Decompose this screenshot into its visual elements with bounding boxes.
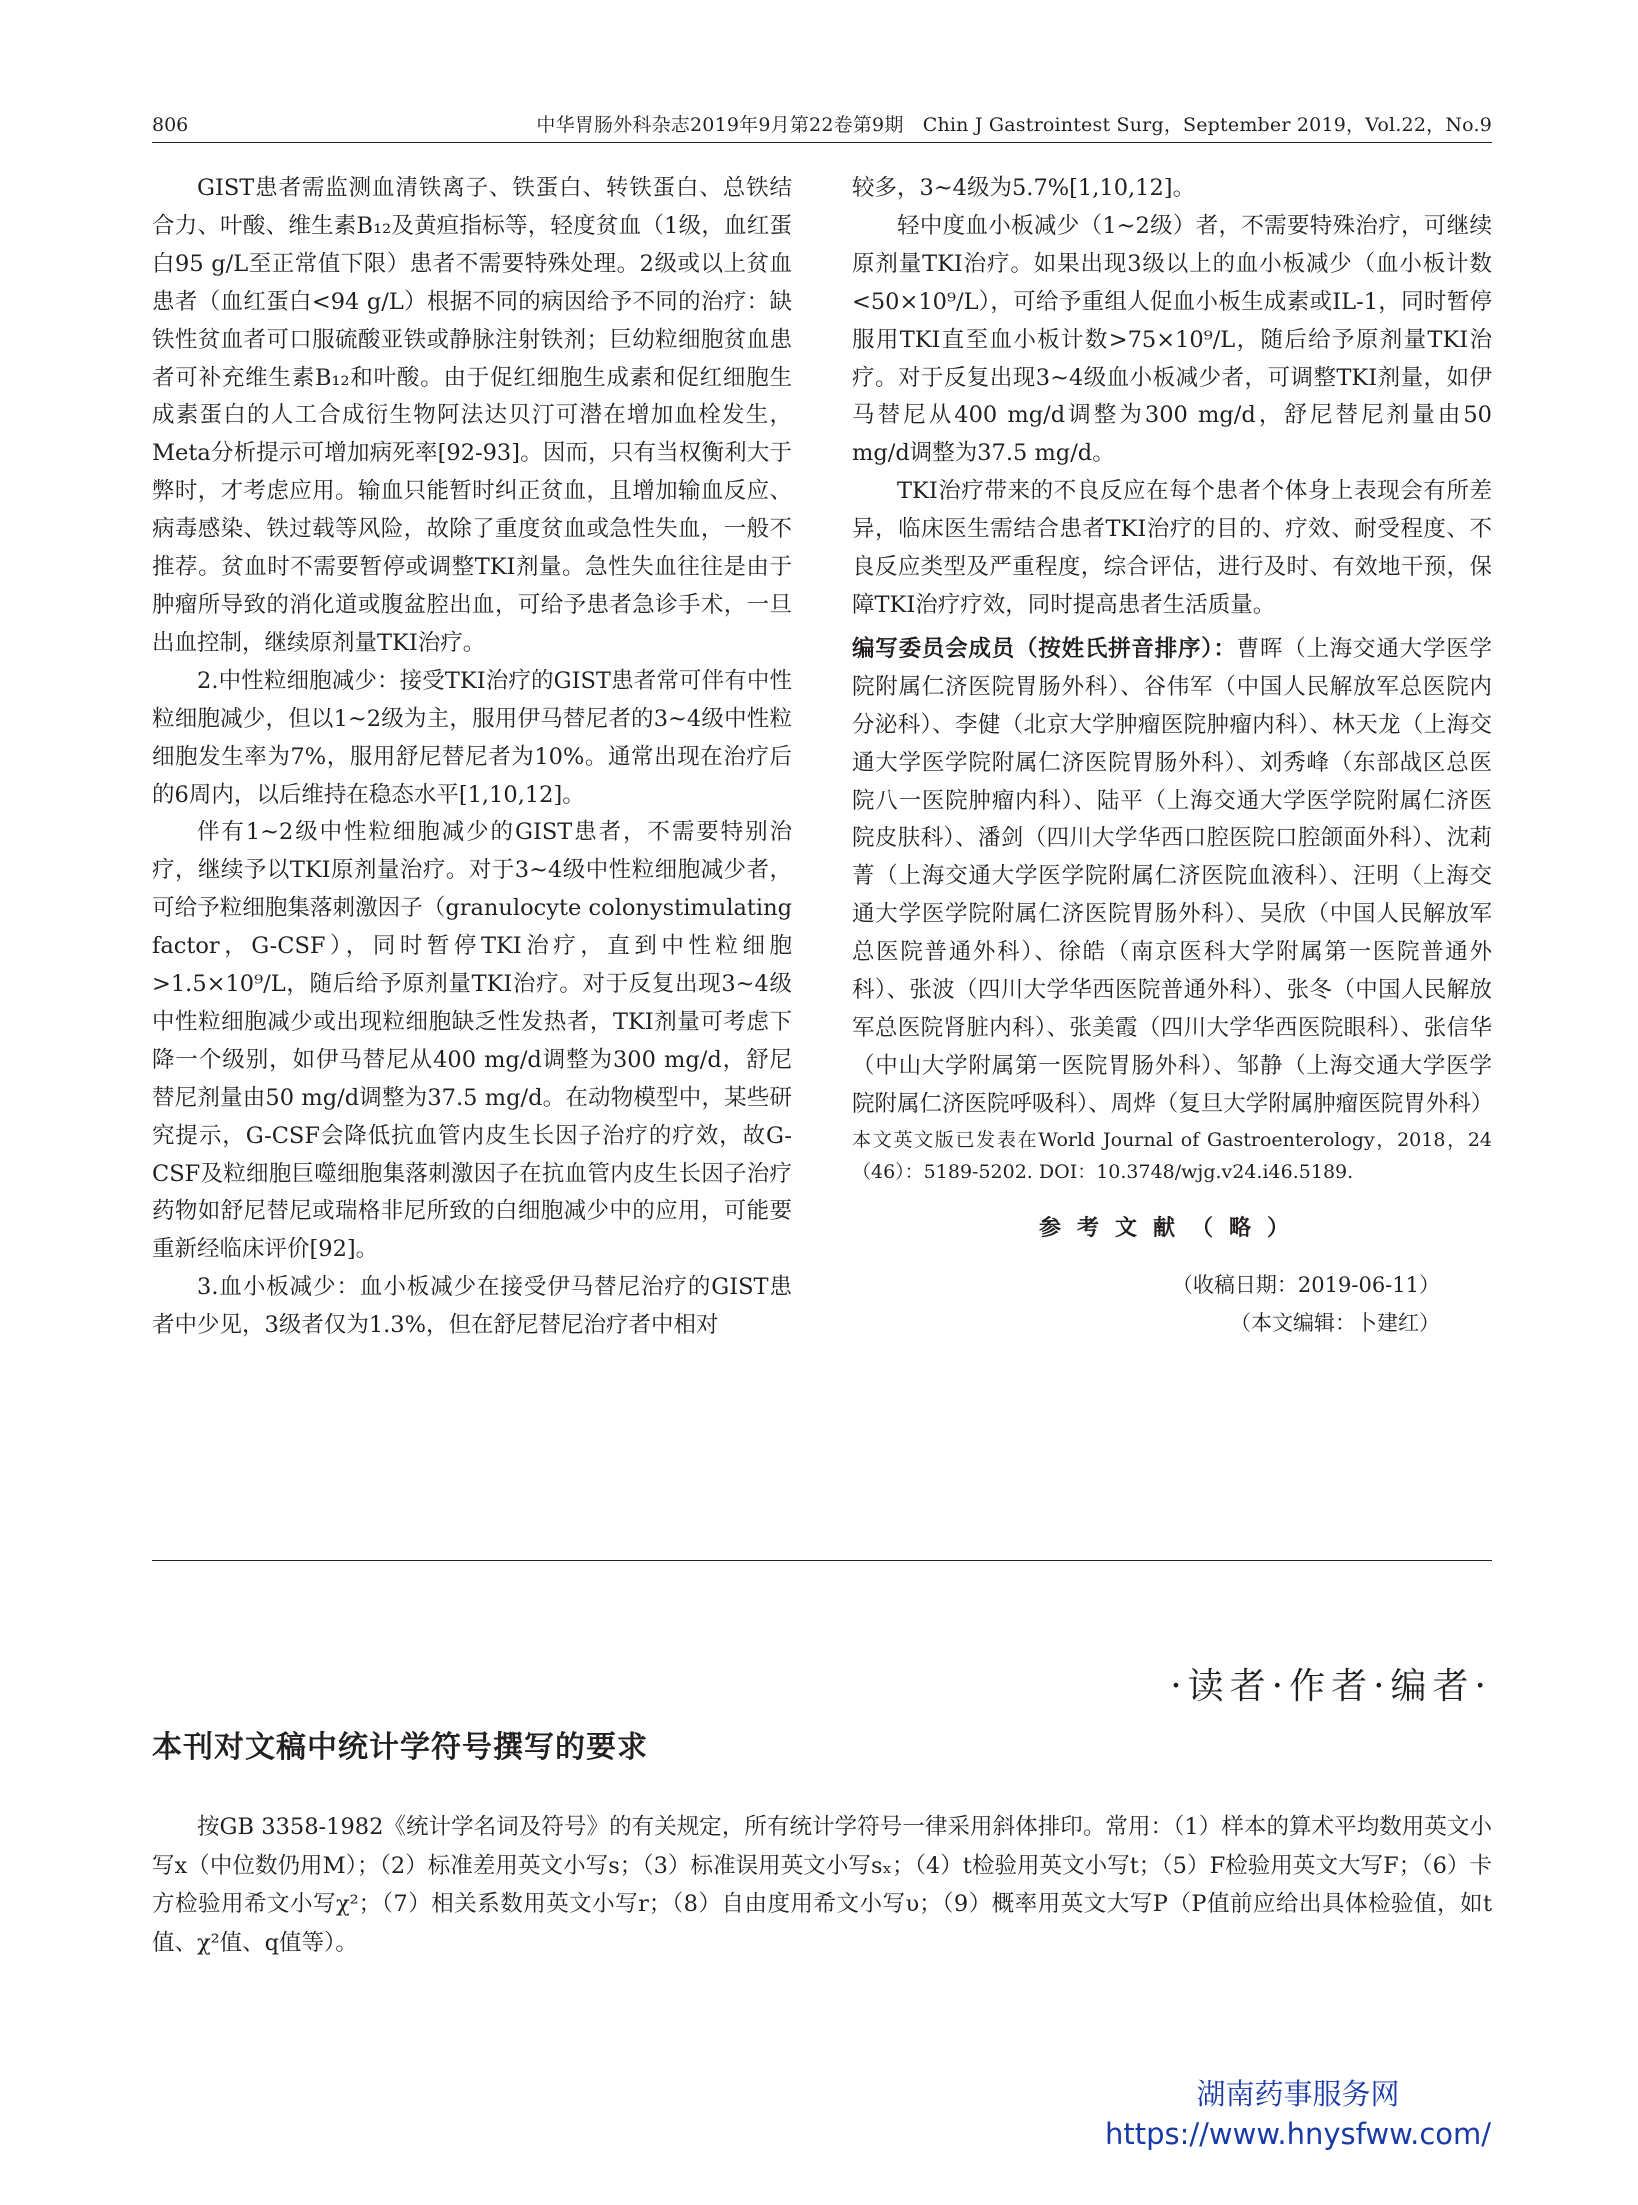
paragraph-summary: TKI治疗带来的不良反应在每个患者个体身上表现会有所差异，临床医生需结合患者TKI治疗的目的、疗效、耐受程度、不良反应类型及严重程度，综合评估，进行及时、有效地干预，保障TKI治疗疗效，同时提高患者生活质量。 [852, 478, 1492, 618]
committee-list: 曹晖（上海交通大学医学院附属仁济医院胃肠外科）、谷伟军（中国人民解放军总医院内分泌科）、李健（北京大学肿瘤医院肿瘤内科）、林天龙（上海交通大学医学院附属仁济医院胃肠外科）、刘秀峰（东部战区总医院八一医院肿瘤内科）、陆平（上海交通大学医学院附属仁济医院皮肤科）、潘剑（四川大学华西口腔医院口腔颌面外科）、沈莉菁（上海交通大学医学院附属仁济医院血液科）、汪明（上海交通大学医学院附属仁济医院胃肠外科）、吴欣（中国人民解放军总医院普通外科）、徐皓（南京医科大学附属第一医院普通外科）、张波（四川大学华西医院普通外科）、张冬（中国人民解放军总医院肾脏内科）、张美霞（四川大学华西医院眼科）、张信华（中山大学附属第一医院胃肠外科）、邹静（上海交通大学医学院附属仁济医院呼吸科）、周烨（复旦大学附属肿瘤医院胃外科） [852, 635, 1494, 1117]
references-label: 参考文献（略） [1038, 1215, 1305, 1241]
committee-heading: 编写委员会成员（按姓氏拼音排序）： [852, 635, 1237, 662]
paragraph-thrombocytopenia: 3.血小板减少：血小板减少在接受伊马替尼治疗的GIST患者中少见，3级者仅为1.3%，但在舒尼替尼治疗者中相对 [152, 1274, 792, 1339]
paragraph-continuation: 较多，3~4级为5.7%[1,10,12]。 [852, 175, 1196, 201]
editor-credit: （本文编辑：卜建红） [1230, 1310, 1440, 1335]
english-version-note: 本文英文版已发表在World Journal of Gastroenterology，2018，24（46）：5189-5202. DOI：10.3748/wjg.v24.i46.5189. [852, 1128, 1492, 1183]
watermark-url: https://www.hnysfww.com/ [1104, 2117, 1492, 2151]
committee-members [852, 631, 1492, 1124]
right-column [852, 170, 1492, 1342]
article-body [152, 1808, 1492, 1962]
journal-citation: 中华胃肠外科杂志2019年9月第22卷第9期 Chin J Gastrointest Surg，September 2019，Vol.22，No.9 [536, 114, 1492, 136]
watermark [1098, 2074, 1498, 2154]
section-divider [152, 1560, 1492, 1561]
page-number: 806 [152, 114, 189, 136]
received-date: （收稿日期：2019-06-11） [1171, 1272, 1440, 1297]
paragraph-platelet-treatment: 轻中度血小板减少（1~2级）者，不需要特殊治疗，可继续原剂量TKI治疗。如果出现3级以上的血小板减少（血小板计数<50×10⁹/L），可给予重组人促血小板生成素或IL-1，同时暂停服用TKI直至血小板计数>75×10⁹/L，随后给予原剂量TKI治疗。对于反复出现3~4级血小板减少者，可调整TKI剂量，如伊马替尼从400 mg/d调整为300 mg/d，舒尼替尼剂量由50 mg/d调整为37.5 mg/d。 [852, 212, 1492, 467]
article-paragraph: 按GB 3358-1982《统计学名词及符号》的有关规定，所有统计学符号一律采用斜体排印。常用：（1）样本的算术平均数用英文小写x（中位数仍用M）；（2）标准差用英文小写s；（3）标准误用英文小写sₓ；（4）t检验用英文小写t；（5）F检验用英文大写F；（6）卡方检验用希文小写χ²；（7）相关系数用英文小写r；（8）自由度用希文小写υ；（9）概率用英文大写P（P值前应给出具体检验值，如t值、χ²值、q值等）。 [152, 1814, 1492, 1956]
running-header [152, 108, 1492, 143]
watermark-site-name: 湖南药事服务网 [1196, 2077, 1400, 2111]
paragraph-neutropenia: 2.中性粒细胞减少：接受TKI治疗的GIST患者常可伴有中性粒细胞减少，但以1~2级为主，服用伊马替尼者的3~4级中性粒细胞发生率为7%，服用舒尼替尼者为10%。通常出现在治疗后的6周内，以后维持在稳态水平[1,10,12]。 [152, 667, 792, 808]
paragraph-anemia: GIST患者需监测血清铁离子、铁蛋白、转铁蛋白、总铁结合力、叶酸、维生素B₁₂及黄疸指标等，轻度贫血（1级，血红蛋白95 g/L至正常值下限）患者不需要特殊处理。2级或以上贫血患者（血红蛋白<94 g/L）根据不同的病因给予不同的治疗：缺铁性贫血者可口服硫酸亚铁或静脉注射铁剂；巨幼粒细胞贫血患者可补充维生素B₁₂和叶酸。由于促红细胞生成素和促红细胞生成素蛋白的人工合成衍生物阿法达贝汀可潜在增加血栓发生，Meta分析提示可增加病死率[92-93]。因而，只有当权衡利大于弊时，才考虑应用。输血只能暂时纠正贫血，且增加输血反应、病毒感染、铁过载等风险，故除了重度贫血或急性失血，一般不推荐。贫血时不需要暂停或调整TKI剂量。急性失血往往是由于肿瘤所导致的消化道或腹盆腔出血，可给予患者急诊手术，一旦出血控制，继续原剂量TKI治疗。 [152, 175, 792, 656]
article-title: 本刊对文稿中统计学符号撰写的要求 [152, 1730, 648, 1765]
paragraph-neutropenia-treatment: 伴有1~2级中性粒细胞减少的GIST患者，不需要特别治疗，继续予以TKI原剂量治疗。对于3~4级中性粒细胞减少者，可给予粒细胞集落刺激因子（granulocyte colonystimulating factor，G-CSF），同时暂停TKI治疗，直到中性粒细胞>1.5×10⁹/L，随后给予原剂量TKI治疗。对于反复出现3~4级中性粒细胞减少或出现粒细胞缺乏性发热者，TKI剂量可考虑下降一个级别，如伊马替尼从400 mg/d调整为300 mg/d，舒尼替尼剂量由50 mg/d调整为37.5 mg/d。在动物模型中，某些研究提示，G-CSF会降低抗血管内皮生长因子治疗的疗效，故G-CSF及粒细胞巨噬细胞集落刺激因子在抗血管内皮生长因子治疗药物如舒尼替尼或瑞格非尼所致的白细胞减少中的应用，可能要重新经临床评价[92]。 [152, 819, 792, 1263]
column-banner: ·读者·作者·编者· [1170, 1666, 1492, 1707]
left-column [152, 170, 792, 1345]
